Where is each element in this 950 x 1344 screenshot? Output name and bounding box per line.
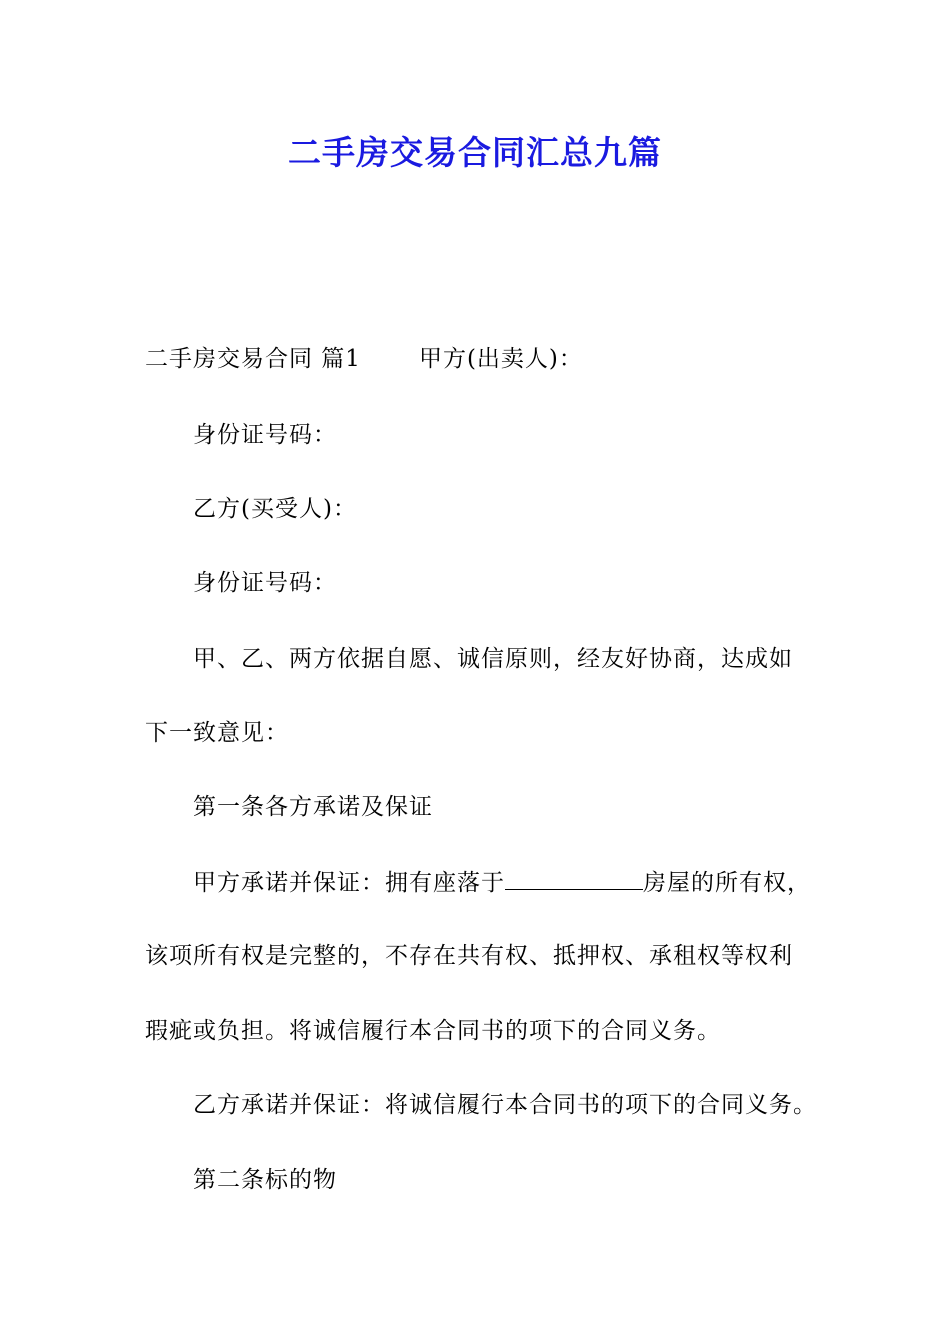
agreement-line-1: 甲、乙、两方依据自愿、诚信原则，经友好协商，达成如 (193, 646, 793, 672)
party-a-promise-line-1 (193, 867, 811, 898)
party-b-promise-line: 乙方承诺并保证：将诚信履行本合同书的项下的合同义务。 (193, 1092, 817, 1118)
party-a-id-line: 身份证号码： (193, 422, 337, 448)
article-1-heading: 第一条各方承诺及保证 (193, 794, 433, 820)
contract-heading: 二手房交易合同 篇1 (145, 346, 361, 372)
party-a-promise-line-2: 该项所有权是完整的，不存在共有权、抵押权、承租权等权利 (145, 943, 793, 969)
first-line (145, 344, 583, 374)
promise-text-pre: 甲方承诺并保证：拥有座落于 (193, 870, 505, 896)
article-2-heading: 第二条标的物 (193, 1167, 337, 1193)
document-title: 二手房交易合同汇总九篇 (288, 133, 662, 172)
address-blank (505, 867, 643, 890)
party-b-line: 乙方(买受人)： (193, 496, 357, 522)
promise-text-post: 房屋的所有权， (643, 870, 811, 896)
party-b-id-line: 身份证号码： (193, 570, 337, 596)
agreement-line-2: 下一致意见： (145, 720, 289, 746)
party-a-promise-line-3: 瑕疵或负担。将诚信履行本合同书的项下的合同义务。 (145, 1018, 721, 1044)
party-a-label: 甲方(出卖人)： (418, 346, 583, 372)
